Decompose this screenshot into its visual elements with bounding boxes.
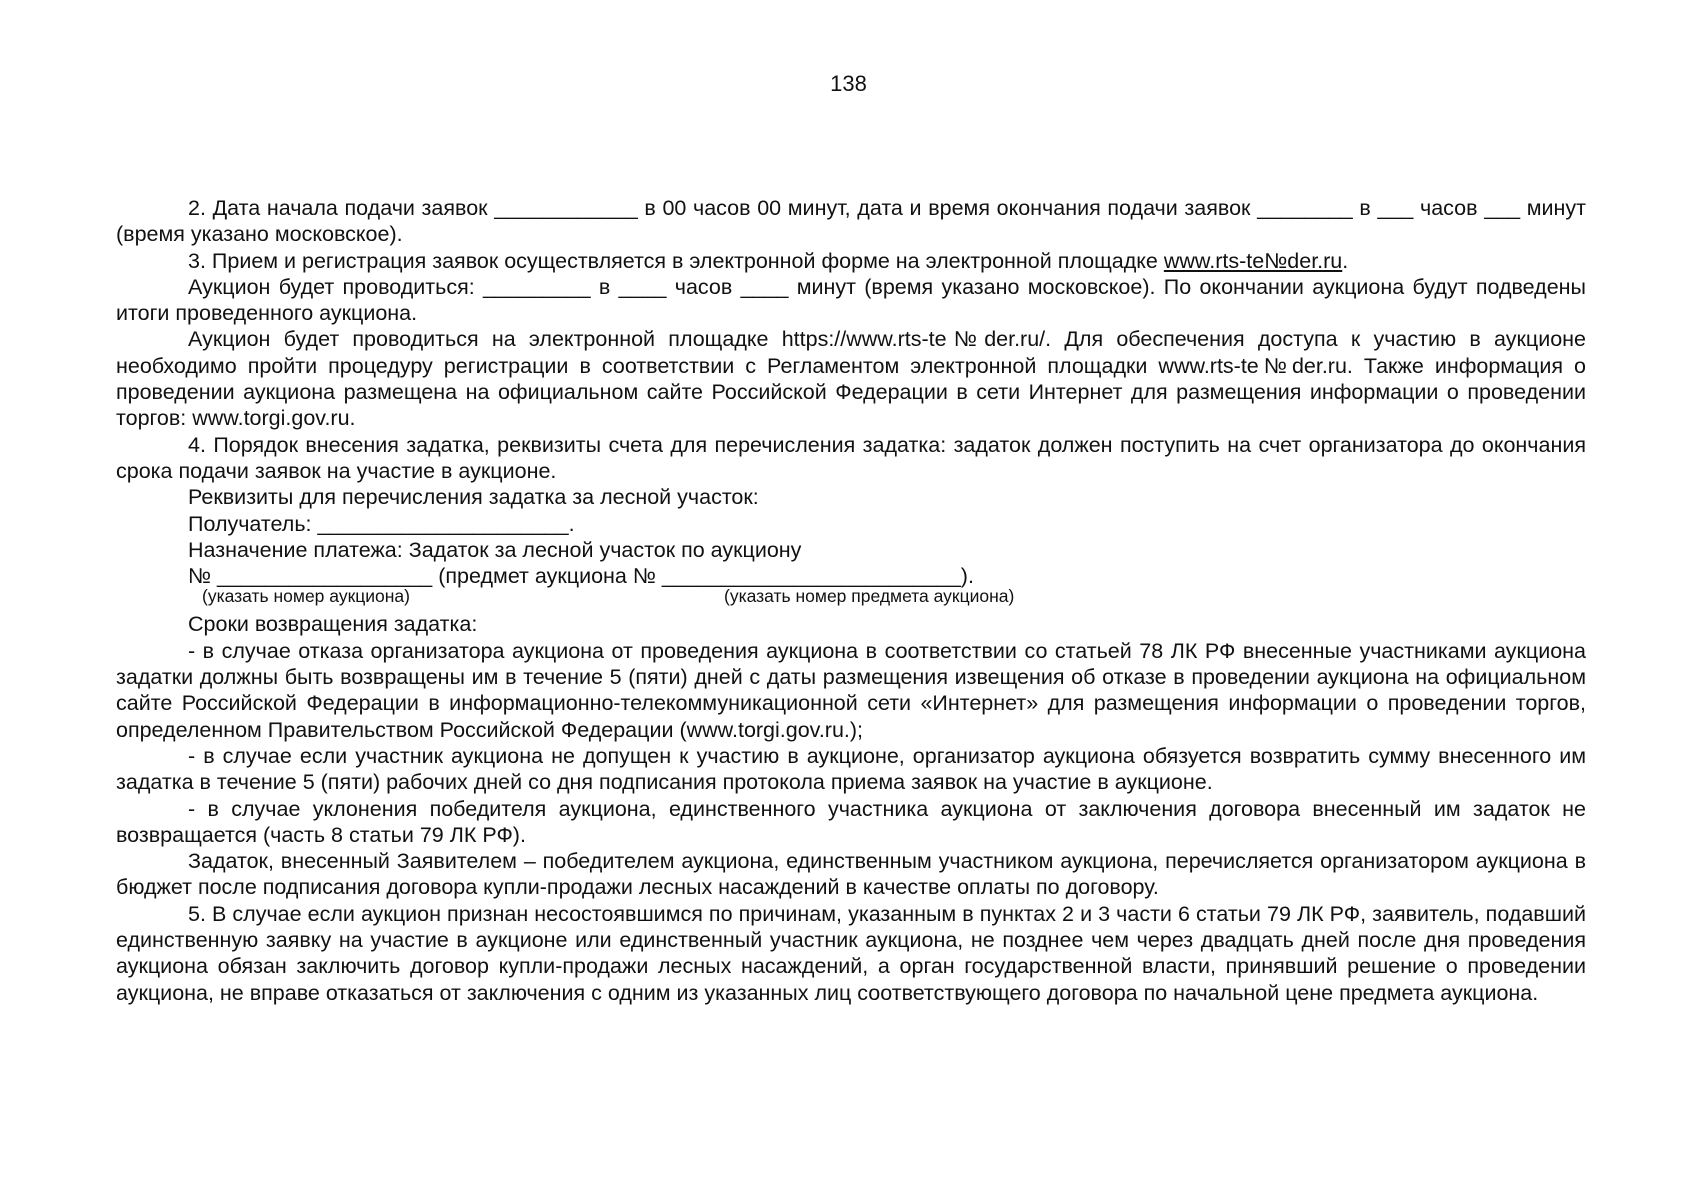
caption-auction-number: (указать номер аукциона) bbox=[202, 586, 410, 607]
paragraph-payment-purpose: Назначение платежа: Задаток за лесной участок по аукциону bbox=[188, 537, 802, 562]
page-number: 138 bbox=[830, 71, 867, 96]
paragraph-deposit-transfer: Задаток, внесенный Заявителем – победителем аукциона, единственным участником аукциона, перечисляется организатором аукциона в бюджет после подписания договора купли-продажи лесных насаждений в качестве оплаты по договору. bbox=[116, 849, 1586, 900]
document-body bbox=[116, 195, 1586, 1006]
paragraph-auction-number: № __________________ (предмет аукциона № _________________________). bbox=[188, 564, 974, 589]
paragraph-failed-auction: 5. В случае если аукцион признан несостоявшимся по причинам, указанным в пунктах 2 и 3 части 6 статьи 79 ЛК РФ, заявитель, подавший единственную заявку на участие в аукционе или единственный участник аукциона, не позднее чем через двадцать дней после дня проведения аукциона обязан заключить договор купли-продажи лесных насаждений, а орган государственной власти, принявший решение о проведении аукциона, не вправе отказаться от заключения с одним из указанных лиц соответствующего договора по начальной цене предмета аукциона. bbox=[116, 901, 1586, 1005]
paragraph-return-refusal: - в случае отказа организатора аукциона от проведения аукциона в соответствии со статьей 78 ЛК РФ внесенные участниками аукциона задатки должны быть возвращены им в течение 5 (пяти) дней с даты размещения извещения об отказе в проведении аукциона на официальном сайте Российской Федерации в информационно-телекоммуникационной сети «Интернет» для размещения информации о проведении торгов, определенном Правительством Российской Федерации (www.torgi.gov.ru.); bbox=[116, 638, 1586, 742]
paragraph-registration bbox=[116, 248, 1586, 274]
registration-end: . bbox=[1342, 248, 1349, 273]
paragraph-application-dates: 2. Дата начала подачи заявок ____________ в 00 часов 00 минут, дата и время окончания подачи заявок ________ в ___ часов ___ минут (время указано московское). bbox=[116, 196, 1586, 247]
platform-link[interactable]: www.rts-te№der.ru bbox=[1163, 248, 1343, 273]
paragraph-return-not-admitted: - в случае если участник аукциона не допущен к участию в аукционе, организатор аукциона обязуется возвратить сумму внесенного им задатка в течение 5 (пяти) рабочих дней со дня подписания протокола приема заявок на участие в аукционе. bbox=[116, 743, 1586, 795]
paragraph-recipient: Получатель: _____________________. bbox=[188, 511, 575, 536]
paragraph-deposit-details: Реквизиты для перечисления задатка за лесной участок: bbox=[188, 485, 759, 510]
paragraph-auction-platform: Аукцион будет проводиться на электронной площадке https://www.rts-te№der.ru/. Для обеспечения доступа к участию в аукционе необходимо пройти процедуру регистрации в соответствии с Регламентом электронной площадки www.rts-te№der.ru. Также информация о проведении аукциона размещена на официальном сайте Российской Федерации в сети Интернет для размещения информации о проведении торгов: www.torgi.gov.ru. bbox=[116, 327, 1586, 431]
paragraph-auction-time: Аукцион будет проводиться: _________ в ____ часов ____ минут (время указано московское). По окончании аукциона будут подведены итоги проведенного аукциона. bbox=[116, 274, 1586, 326]
registration-text: 3. Прием и регистрация заявок осуществляется в электронной форме на электронной площадке bbox=[188, 248, 1164, 273]
paragraph-deposit-return-terms: Сроки возвращения задатка: bbox=[188, 612, 478, 637]
paragraph-deposit-order: 4. Порядок внесения задатка, реквизиты счета для перечисления задатка: задаток должен поступить на счет организатора до окончания срока подачи заявок на участие в аукционе. bbox=[116, 432, 1586, 483]
caption-line bbox=[116, 586, 1586, 611]
caption-subject-number: (указать номер предмета аукциона) bbox=[724, 586, 1015, 607]
paragraph-return-evasion: - в случае уклонения победителя аукциона, единственного участника аукциона от заключения договора внесенный им задаток не возвращается (часть 8 статьи 79 ЛК РФ). bbox=[116, 796, 1586, 847]
